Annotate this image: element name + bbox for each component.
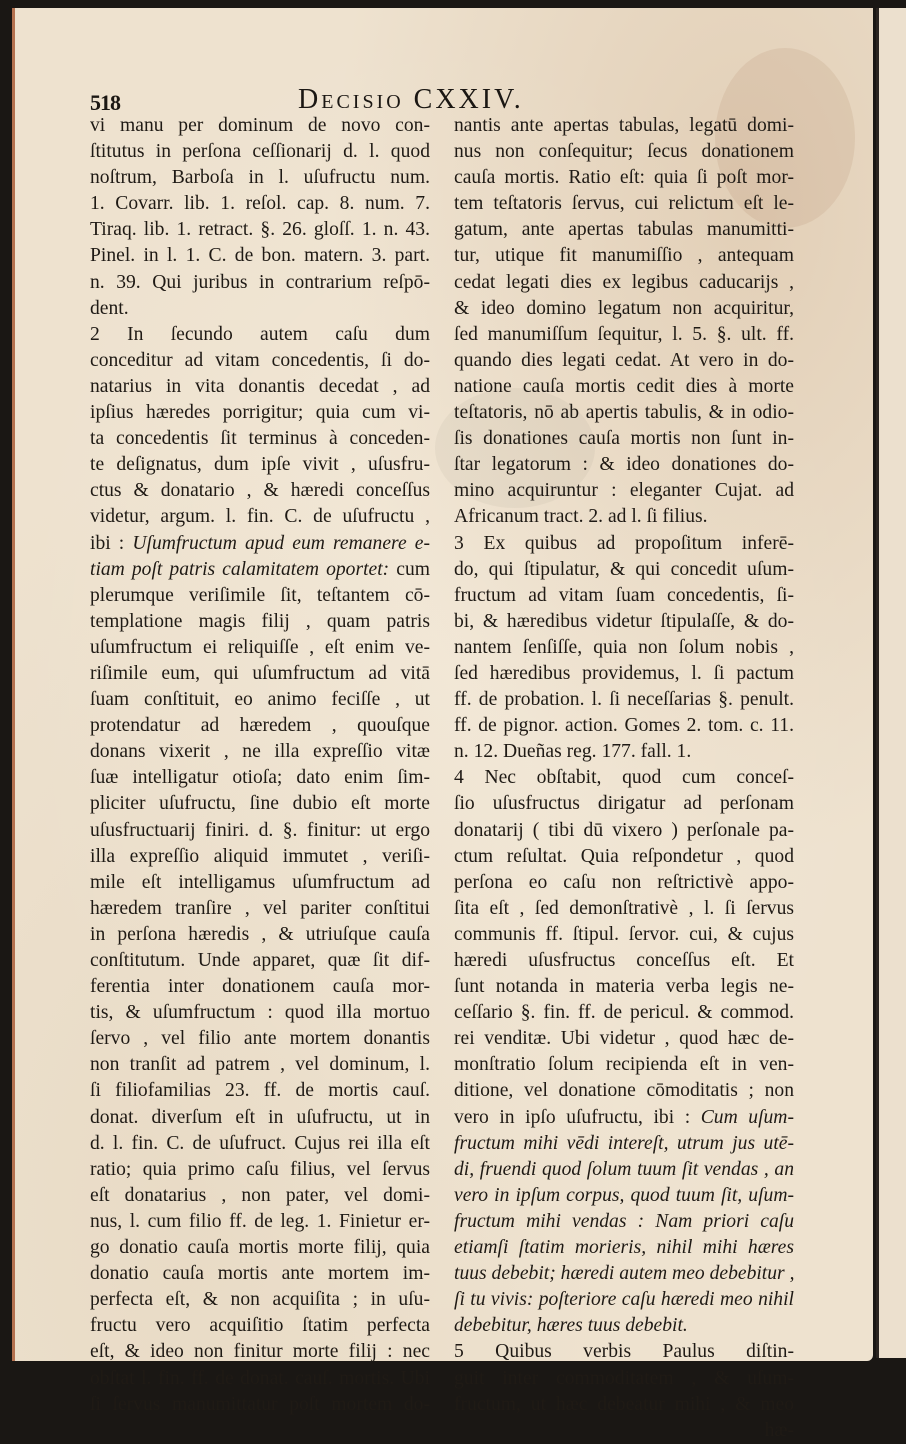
text-line: rei venditæ. Ubi videtur , quod hæc de- [454,1028,794,1050]
text-line: monſtratio ſolum recipienda eſt in ven- [454,1054,794,1076]
text-line: ſunt notanda in materia verba legis ne- [454,976,794,998]
text-line: hæredem tranſire , vel pariter conſtitui [90,897,430,919]
text-line: ratio; quia primo caſu filius, vel ſervus [90,1158,430,1180]
text-line: do, qui ſtipulatur, & qui concedit uſum- [454,558,794,580]
text-line: cedat legati dies ex legibus caducarijs , [454,271,794,293]
text-run: vero in ipſo uſufructu, ibi : [454,1106,701,1128]
text-line: ſuam conſtituit, eo animo feciſſe , ut [90,689,430,711]
text-line: eſt, & ideo non finitur morte filij : nec [90,1341,430,1363]
text-line: hæ- [764,1419,794,1441]
text-line: cauſa mortis. Ratio eſt: quia ſi poſt mor- [454,167,794,189]
text-line: videtur, argum. l. fin. C. de uſufructu , [90,506,430,528]
text-line: ditione, vel donatione cōmoditatis ; non [454,1080,794,1102]
text-line: natione cauſa mortis cedit dies à morte [454,375,794,397]
text-line: communis ff. ſtipul. ſervor. cui, & cujus [454,923,794,945]
text-line: n. 12. Dueñas reg. 177. fall. 1. [454,741,692,763]
text-line: vi manu per dominum de novo con- [90,115,430,136]
text-line: plerumque veriſimile ſit, teſtantem cō- [90,584,430,606]
text-line: perfecta eſt, & non acquiſita ; in uſu- [90,1289,430,1311]
italic-quotation: Cum uſum- [700,1106,794,1128]
text-line: tuus debebit; hæredi autem meo debebitur , [454,1263,795,1285]
text-line: ſtitutus in perſona ceſſionarij d. l. quod [90,141,430,163]
text-line: donat. diverſum eſt in uſufructu, ut in [90,1106,430,1128]
text-line: ſita eſt , ſed demonſtrativè , l. ſi ſervus [454,897,794,919]
text-line: & ideo domino legatum non acquiritur, [454,297,794,319]
text-line: fructum mihi vendas : Nam priori caſu [454,1210,794,1232]
text-line: pliciter uſufructu, ſine dubio eſt morte [90,793,430,815]
text-line: nantis ante apertas tabulas, legatū domi- [454,115,794,136]
italic-quotation: tiam poſt patris calamitatem oportet: [90,558,390,580]
italic-quotation: Uſumfructum apud eum remanere e- [132,532,430,554]
text-line: ſed hæredibus providemus, l. ſi pactum [454,662,794,684]
text-line: natarius in vita donantis decedat , ad [90,375,430,397]
text-line: ta concedentis ſit terminus à conceden- [90,428,430,450]
text-line: ſio uſusfructus dirigatur ad perſonam [454,793,794,815]
text-line: ctum reſultat. Quia reſpondetur , quod [454,845,794,867]
text-line: hæredi uſusfructus conceſſus eſt. Et [454,950,794,971]
text-line: noſtrum, Barboſa in l. uſufructu num. [90,167,430,189]
text-line: d. l. fin. C. de uſufruct. Cujus rei illa eſt [90,1132,430,1154]
text-line: uſusfructuarij finiri. d. §. finitur: ut ergo [90,819,430,841]
text-line: donatarij ( tibi dū vixero ) perſonale pa- [454,819,794,841]
text-line: riſimile eum, qui uſumfructum ad vitā [90,662,430,684]
text-line: vero in ipſum corpus, quod tuum ſit, uſum- [454,1184,794,1206]
text-line: 5 Quibus verbis Paulus diſtin- [454,1341,794,1363]
text-line: fructum, ut hæc debeatur mihi , & meo [454,1393,794,1415]
text-line: ſi tu vivis: poſteriore caſu hæredi meo nihil [454,1289,794,1311]
text-line: fructu vero acquiſitio ſtatim perfecta [90,1315,430,1337]
text-line: conſtitutum. Unde apparet, quæ ſit dif- [90,950,430,971]
text-line: mino acquiruntur : eleganter Cujat. ad [454,480,794,502]
text-line: 3 Ex quibus ad propoſitum inferē- [454,532,794,554]
text-line: donatio cauſa mortis ante mortem im- [90,1263,430,1285]
text-line: 4 Nec obſtabit, quod cum conceſ- [454,767,794,789]
text-line: uſumfructum ei reliquiſſe , eſt enim ve- [90,636,430,658]
text-line: ſi filiofamilias 23. ff. de mortis cauſ. [90,1080,430,1102]
text-line: Tiraq. lib. 1. retract. §. 26. gloſſ. 1. n. 43. [90,219,430,241]
text-line: go donatio cauſa mortis morte filij, quia [90,1237,430,1259]
text-line: ferentia inter donationem cauſa mor- [90,976,430,998]
text-run: ibi : [90,532,133,554]
text-line: debebitur, hæres tuus debebit. [454,1315,688,1337]
text-line: protendatur ad hæredem , quouſque [90,715,430,737]
text-line: dent. [90,297,129,319]
text-line: eſt donatarius , non pater, vel domi- [90,1184,430,1206]
text-run: cum [389,558,430,580]
text-line: ff. de pignor. action. Gomes 2. tom. c. 11. [454,715,794,737]
text-line: di, fruendi quod ſolum tuum ſit vendas , an [454,1158,794,1180]
text-line: Africanum tract. 2. ad l. ſi filius. [454,506,708,528]
text-line: conceditur ad vitam concedentis, ſi do- [90,349,430,371]
text-line: ſuæ intelligatur otioſa; dato enim ſim- [90,767,430,789]
text-line: ſi ſervus manumittatur poſt mortem do- [90,1393,430,1415]
text-line: in perſona hæredis , & utriuſque cauſa [90,923,430,945]
text-line: tur, utique fit manumiſſio , antequam [454,245,794,267]
text-line: nus, l. cum filio ff. de leg. 1. Finietur er- [90,1210,430,1232]
text-line: Pinel. in l. 1. C. de bon. matern. 3. part. [90,245,430,267]
text-line: ſervo , vel filio ante mortem donantis [90,1028,430,1050]
text-line: nus non conſequitur; ſecus donationem [454,141,794,163]
text-line [454,1105,794,1131]
text-line: gatum, ante apertas tabulas manumitti- [454,219,794,241]
text-line: ctus & donatario , & hæredi conceſſus [90,480,430,502]
text-line: ſed manumiſſum ſequitur, l. 5. §. ult. ff. [454,323,794,345]
text-line: ſis donationes cauſa mortis non ſunt in- [454,428,794,450]
text-line [90,531,430,557]
text-line: teſtatoris, nō ab apertis tabulis, & in odio- [454,402,794,424]
text-line: perſona eo caſu non reſtrictivè appo- [454,871,794,893]
running-head-title: Decisio CXXIV. [298,84,524,115]
text-line: ff. de probation. l. ſi neceſſarias §. penult. [454,689,794,711]
text-line: ipſius hæredes porrigitur; quia cum vi- [90,402,430,424]
text-line: non tranſit ad patrem , vel dominum, l. [90,1054,430,1076]
text-line: nantem ſenſiſſe, quia non ſolum nobis , [454,636,794,658]
text-line: guit inter commoditatem , & uſum- [454,1367,794,1389]
text-line [90,557,430,583]
text-line: 2 In ſecundo autem caſu dum [90,323,430,345]
page-number: 518 [90,90,120,115]
text-line: ſtar legatorum : & ideo donationes do- [454,454,794,476]
text-line: donans vixerit , ne illa expreſſio vitæ [90,741,430,763]
next-page-edge [876,8,906,1358]
text-line: illa expreſſio aliquid immutet , veriſi- [90,845,430,867]
text-line: mile eſt intelligamus uſumfructum ad [90,871,430,893]
text-line: etiamſi ſtatim morieris, nihil mihi hæres [454,1237,794,1259]
running-head [90,84,570,114]
text-line: n. 39. Qui juribus in contrarium reſpō- [90,271,430,293]
text-line: tem teſtatoris ſervus, cui relictum eſt le- [454,193,794,215]
text-line: tis, & uſumfructum : quod illa mortuo [90,1002,430,1024]
text-line: te deſignatus, dum ipſe vivit , uſusfru- [90,454,430,476]
text-line: fructum mihi vēdi intereſt, utrum jus utē- [454,1132,794,1154]
text-line: quando dies legati cedat. At vero in do- [454,349,794,371]
text-line: bi, & hæredibus videtur ſtipulaſſe, & do- [454,610,794,632]
left-text-column [90,113,430,1418]
text-line: 1. Covarr. lib. 1. reſol. cap. 8. num. 7. [90,193,430,215]
text-line: templatione magis filij , quam patris [90,610,430,632]
text-line: obſtat l. fin. ff. de donat. cauſ. mortis. Ubi [90,1367,430,1389]
text-line: ceſſario §. fin. ff. de pericul. & commod. [454,1002,794,1024]
right-text-column [454,113,794,1444]
text-line: fructum ad vitam ſuam concedentis, ſi- [454,584,794,606]
